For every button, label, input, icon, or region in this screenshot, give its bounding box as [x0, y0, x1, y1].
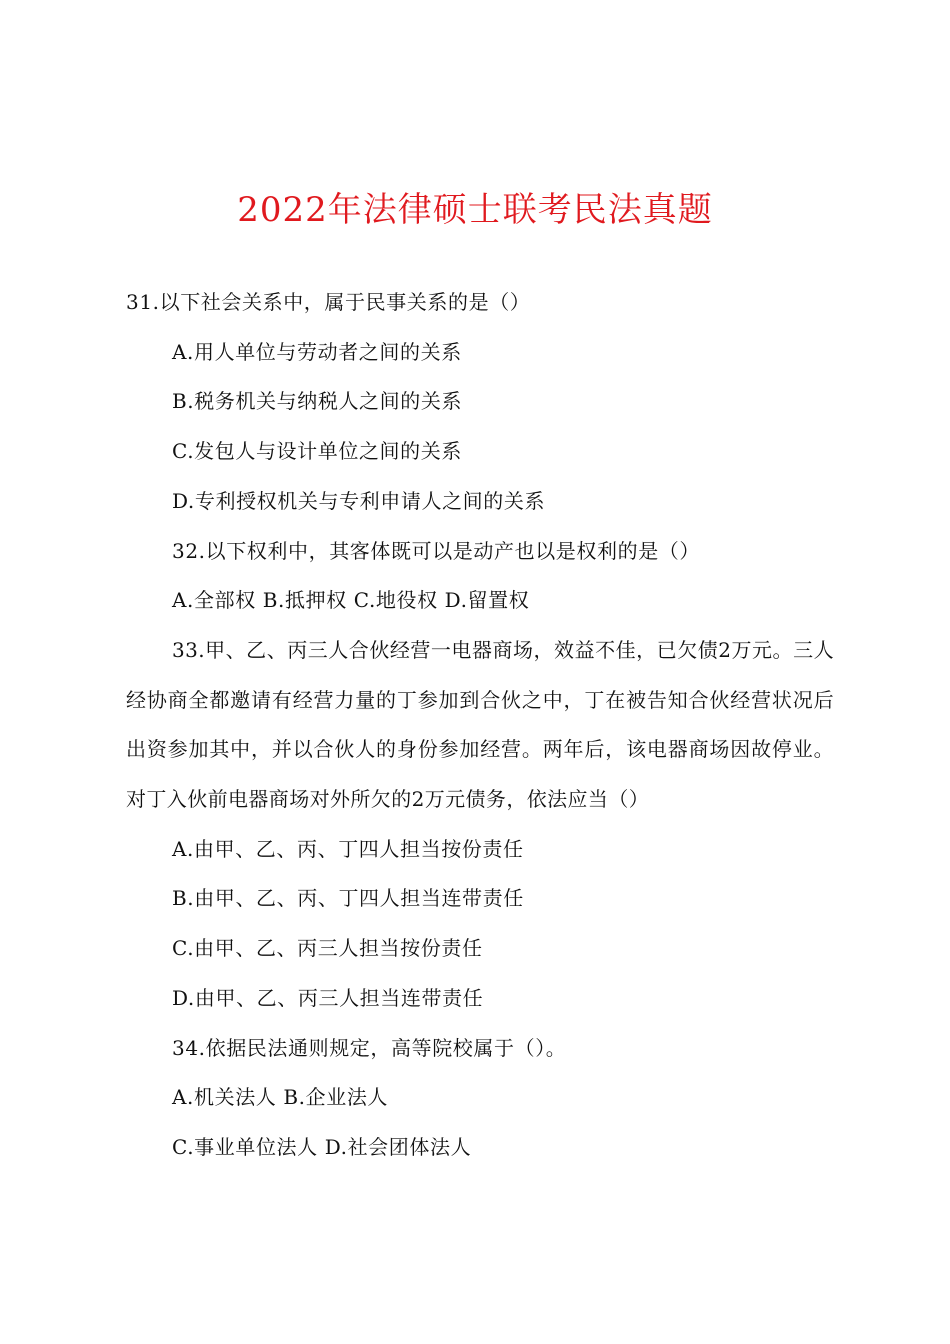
question-33-stem: 33.甲、乙、丙三人合伙经营一电器商场，效益不佳，已欠债2万元。三人经协商全都邀请有经营力量的丁参加到合伙之中，丁在被告知合伙经营状况后出资参加其中，并以合伙人的身份参加经营。两年后，该电器商场因故停业。对丁入伙前电器商场对外所欠的2万元债务，依法应当（）: [126, 637, 834, 812]
document-body: [126, 278, 834, 1173]
question-34-options-line-2: C.事业单位法人 D.社会团体法人: [172, 1134, 472, 1159]
question-34-options-line-1: A.机关法人 B.企业法人: [172, 1085, 389, 1110]
question-32-options: A.全部权 B.抵押权 C.地役权 D.留置权: [172, 588, 530, 613]
question-31-option-b: B.税务机关与纳税人之间的关系: [172, 389, 463, 414]
question-33-option-d: D.由甲、乙、丙三人担当连带责任: [172, 985, 484, 1010]
question-34-stem: 34.依据民法通则规定，高等院校属于（）。: [172, 1035, 567, 1060]
question-31-option-d: D.专利授权机关与专利申请人之间的关系: [172, 488, 546, 513]
question-33-option-c: C.由甲、乙、丙三人担当按份责任: [172, 936, 483, 961]
question-33-option-a: A.由甲、乙、丙、丁四人担当按份责任: [172, 836, 524, 861]
question-31-option-a: A.用人单位与劳动者之间的关系: [172, 339, 462, 364]
question-31-option-c: C.发包人与设计单位之间的关系: [172, 439, 462, 464]
document-title: 2022年法律硕士联考民法真题: [237, 190, 713, 230]
question-33-option-b: B.由甲、乙、丙、丁四人担当连带责任: [172, 886, 524, 911]
question-31-stem: 31.以下社会关系中，属于民事关系的是（）: [126, 290, 531, 314]
question-32-stem: 32.以下权利中，其客体既可以是动产也以是权利的是（）: [172, 538, 701, 563]
